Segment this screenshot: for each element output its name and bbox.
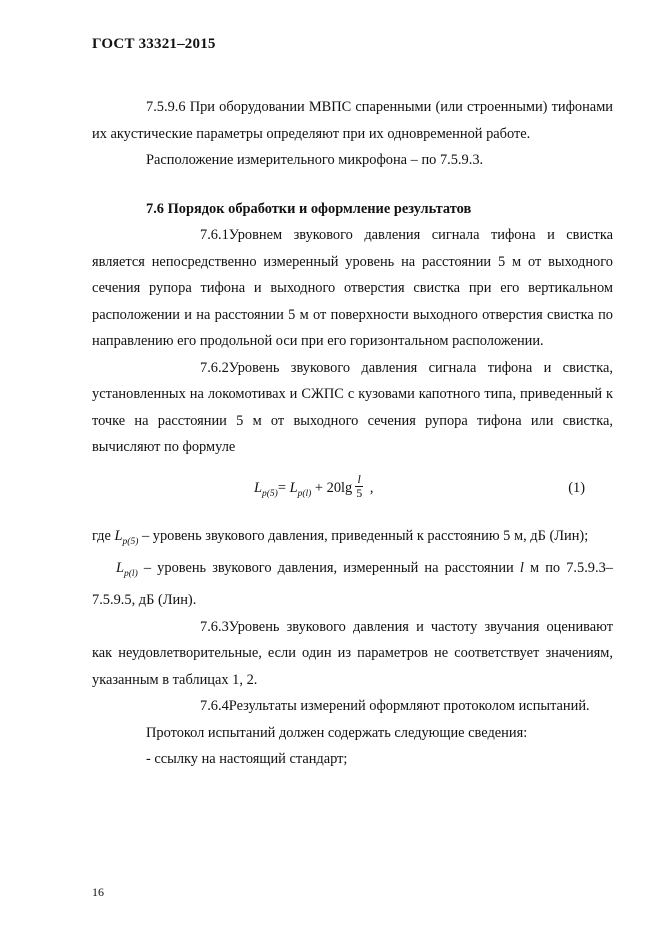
formula-explanation-lp5: где $L_{p(5)}$ – уровень звукового давления, приведенный к расстоянию 5 м, дБ (Лин); (92, 527, 589, 547)
document-body (92, 94, 613, 773)
list-item: - ссылку на настоящий стандарт; (146, 751, 348, 768)
formula-block (92, 465, 613, 515)
paragraph-7-5-9-6: 7.5.9.6 При оборудовании МВПС спаренными (или строенными) тифонами их акустические параметры определяют при их одновременной работе. (92, 99, 613, 142)
paragraph-protocol: Протокол испытаний должен содержать следующие сведения: (146, 724, 528, 741)
paragraph-7-6-2 (92, 355, 613, 461)
clause-text: Уровнем звукового давления сигнала тифона и свистка является непосредственно измеренный уровень на расстоянии 5 м от выходного сечения рупора тифона и выходного отверстия свистка при его вертикальном расположении и на расстоянии 5 м от поверхности выходного отверстия свистка по направлению его продольной оси при его горизонтальном расположении. (92, 227, 613, 349)
clause-number: 7.6.1 (200, 227, 229, 243)
clause-number: 7.6.3 (200, 618, 229, 635)
clause-text: Результаты измерений оформляют протоколом испытаний. (228, 698, 590, 715)
formula-1: $L_{p(5)}= L_{p(l)} + 20\lg$ $\frac{l}{5}$ , (254, 471, 374, 500)
formula-explanation-lpl: $L_{p(l)}$ – уровень звукового давления, измеренный на расстоянии l м по 7.5.9.3–7.5.9.5, дБ (Лин). (92, 559, 613, 609)
clause-number: 7.6.4 (200, 698, 229, 715)
equation-number: (1) (568, 479, 585, 496)
paragraph-7-6-4 (92, 693, 613, 720)
formula-fraction: $\frac{l}{5}$ (356, 471, 363, 500)
clause-number: 7.6.2 (200, 359, 229, 376)
paragraph-7-6-1 (92, 222, 613, 355)
section-title-7-6: 7.6 Порядок обработки и оформление результатов (146, 200, 472, 217)
paragraph-microphone: Расположение измерительного микрофона – по 7.5.9.3. (146, 152, 484, 168)
document-header: ГОСТ 33321–2015 (92, 36, 216, 52)
clause-text: Уровень звукового давления и частоту звучания оценивают как неудовлетворительные, если один из параметров не соответствует значениям, указанным в таблицах 1, 2. (92, 618, 613, 688)
page-number: 16 (92, 885, 104, 899)
clause-text: Уровень звукового давления сигнала тифона и свистка, установленных на локомотивах и СЖПС с кузовами капотного типа, приведенный к точке на расстоянии 5 м от выходного сечения рупора тифона или свистка, вычисляют по формуле (92, 359, 613, 455)
paragraph-7-6-3 (92, 614, 613, 694)
